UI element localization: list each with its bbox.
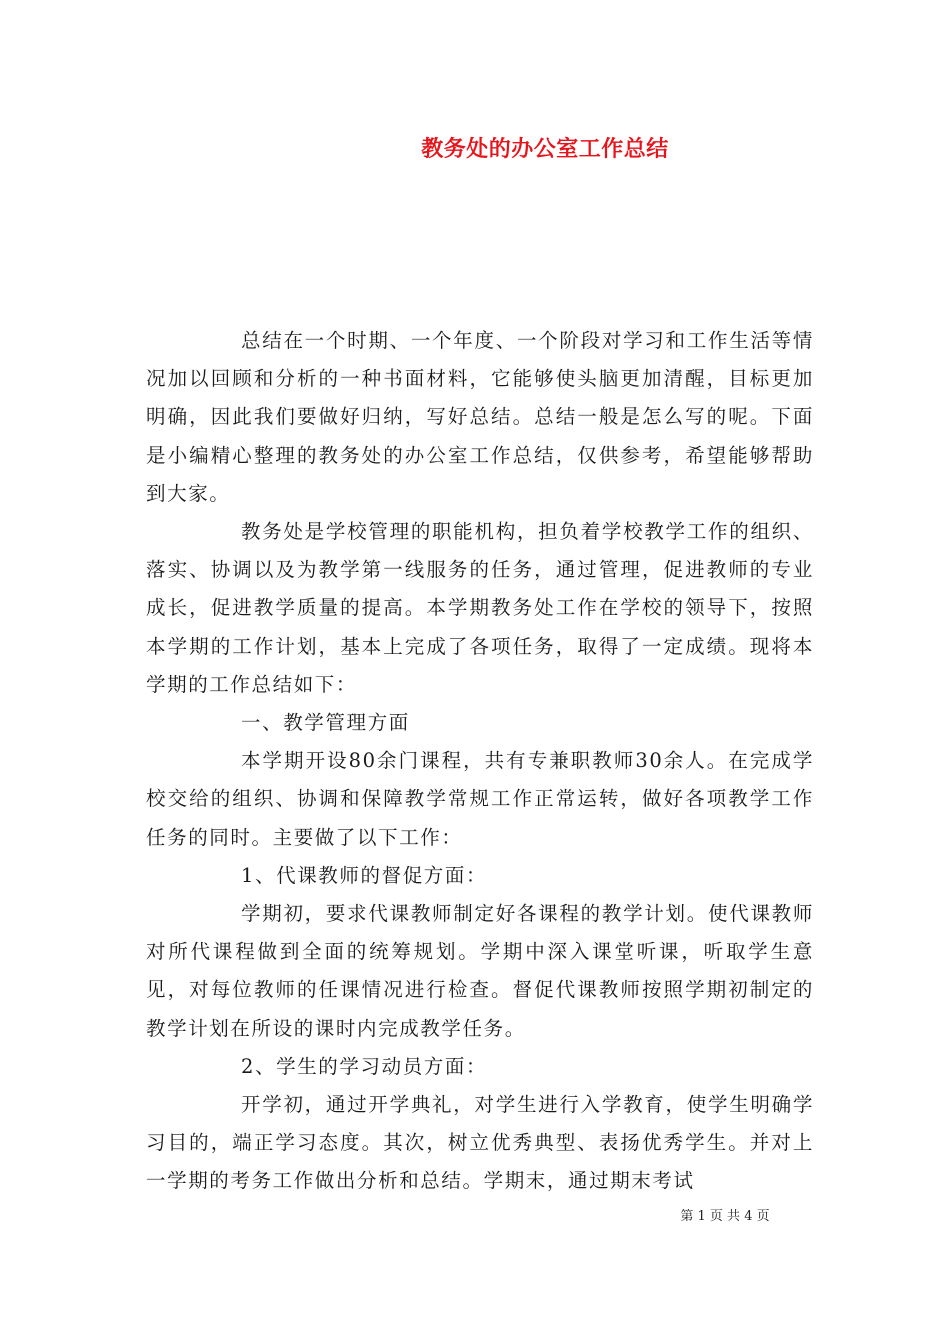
paragraph-student-mobilization: 开学初，通过开学典礼，对学生进行入学教育，使学生明确学习目的，端正学习态度。其次，树立优秀典型、表扬优秀学生。并对上一学期的考务工作做出分析和总结。学期末，通过期末考试 xyxy=(146,1093,814,1193)
section-heading-teaching-management: 一、教学管理方面 xyxy=(241,711,410,735)
subsection-heading-substitute-teachers: 1、代课教师的督促方面： xyxy=(241,863,488,887)
document-title: 教务处的办公室工作总结 xyxy=(421,136,669,162)
paragraph-overview: 教务处是学校管理的职能机构，担负着学校教学工作的组织、落实、协调以及为教学第一线服务的任务，通过管理，促进教师的专业成长，促进教学质量的提高。本学期教务处工作在学校的领导下，按照本学期的工作计划，基本上完成了各项任务，取得了一定成绩。现将本学期的工作总结如下： xyxy=(146,520,814,696)
page-number-footer: 第 1 页 共 4 页 xyxy=(680,1209,770,1224)
document-body xyxy=(146,322,814,1201)
paragraph-courses: 本学期开设80余门课程，共有专兼职教师30余人。在完成学校交给的组织、协调和保障教学常规工作正常运转，做好各项教学工作任务的同时。主要做了以下工作： xyxy=(146,749,814,849)
paragraph-substitute-teachers: 学期初，要求代课教师制定好各课程的教学计划。使代课教师对所代课程做到全面的统筹规划。学期中深入课堂听课，听取学生意见，对每位教师的任课情况进行检查。督促代课教师按照学期初制定的教学计划在所设的课时内完成教学任务。 xyxy=(146,902,814,1040)
paragraph-intro: 总结在一个时期、一个年度、一个阶段对学习和工作生活等情况加以回顾和分析的一种书面材料，它能够使头脑更加清醒，目标更加明确，因此我们要做好归纳，写好总结。总结一般是怎么写的呢。下面是小编精心整理的教务处的办公室工作总结，仅供参考，希望能够帮助到大家。 xyxy=(146,329,814,505)
subsection-heading-student-mobilization: 2、学生的学习动员方面： xyxy=(241,1054,488,1078)
